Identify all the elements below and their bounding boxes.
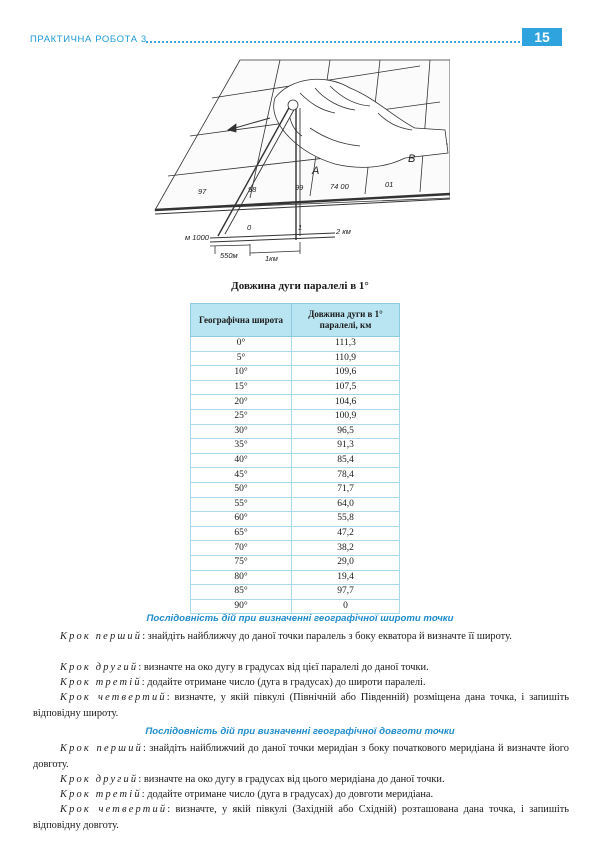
latitude-cell: 80° [191, 570, 292, 585]
longitude-section-title: Послідовність дій при визначенні географічної довготи точки [145, 726, 455, 737]
arc-length-cell: 0 [292, 599, 400, 614]
step-label: Крок четвертий [60, 692, 167, 703]
latitude-cell: 40° [191, 453, 292, 468]
latitude-section-title: Послідовність дій при визначенні географічної широти точки [146, 613, 454, 624]
table-header-row [191, 304, 400, 337]
latitude-cell: 15° [191, 380, 292, 395]
map-label-98: 98 [248, 185, 257, 194]
page-number: 15 [522, 28, 562, 46]
arc-length-cell: 85,4 [292, 453, 400, 468]
table-row [191, 453, 400, 468]
arc-length-cell: 78,4 [292, 468, 400, 483]
step-text: : знайдіть найближчий до даної точки меридіан з боку початкового меридіана й визначте його довготу. [33, 743, 570, 770]
longitude-step-3 [33, 787, 569, 803]
latitude-cell: 30° [191, 424, 292, 439]
table-row [191, 541, 400, 556]
arc-length-cell: 47,2 [292, 526, 400, 541]
compass-measuring-illustration [150, 58, 450, 268]
table-body [191, 337, 400, 614]
table-row [191, 526, 400, 541]
table-row [191, 512, 400, 527]
latitude-cell: 35° [191, 439, 292, 454]
header-dotted-rule [146, 41, 520, 43]
table-row [191, 380, 400, 395]
arc-length-cell: 97,7 [292, 585, 400, 600]
latitude-cell: 45° [191, 468, 292, 483]
step-text: : визначте на око дугу в градусах від цієї паралелі до даної точки. [138, 662, 429, 673]
scale-2km: 2 км [336, 227, 351, 236]
step-label: Крок третій [60, 677, 142, 688]
latitude-cell: 85° [191, 585, 292, 600]
table-row [191, 585, 400, 600]
arc-length-table [190, 303, 400, 614]
latitude-cell: 10° [191, 366, 292, 381]
scale-one: 1 [298, 223, 303, 232]
table-row [191, 482, 400, 497]
latitude-step-1 [33, 629, 569, 645]
latitude-cell: 55° [191, 497, 292, 512]
table-caption: Довжина дуги паралелі в 1° [231, 280, 369, 292]
latitude-cell: 5° [191, 351, 292, 366]
table-row [191, 395, 400, 410]
table-row [191, 570, 400, 585]
step-label: Крок третій [60, 789, 142, 800]
scale-550m: 550м [220, 251, 238, 260]
step-text: : визначте на око дугу в градусах від цього меридіана до даної точки. [138, 774, 445, 785]
table-row [191, 351, 400, 366]
scale-zero: 0 [247, 223, 252, 232]
table-row [191, 497, 400, 512]
arc-length-cell: 104,6 [292, 395, 400, 410]
section-title: ПРАКТИЧНА РОБОТА 3 [30, 34, 147, 45]
longitude-step-2 [33, 772, 569, 788]
table-row [191, 337, 400, 352]
table-row [191, 409, 400, 424]
latitude-step-4 [33, 690, 569, 721]
step-text: : визначте, у якій півкулі (Західній або Східній) розташована дана точка, і запишіть відповідну довготу. [33, 804, 570, 831]
arc-length-cell: 109,6 [292, 366, 400, 381]
scale-1km: 1км [265, 254, 278, 263]
point-b-label: B [408, 153, 416, 165]
step-label: Крок перший [60, 631, 143, 642]
header-arc-length: Довжина дуги в 1° паралелі, км [292, 304, 400, 337]
latitude-cell: 65° [191, 526, 292, 541]
arc-length-cell: 91,3 [292, 439, 400, 454]
latitude-cell: 90° [191, 599, 292, 614]
latitude-step-2 [33, 660, 569, 676]
latitude-cell: 0° [191, 337, 292, 352]
arc-length-cell: 100,9 [292, 409, 400, 424]
arc-length-cell: 110,9 [292, 351, 400, 366]
arc-length-cell: 71,7 [292, 482, 400, 497]
table-row [191, 366, 400, 381]
latitude-cell: 60° [191, 512, 292, 527]
arc-length-cell: 55,8 [292, 512, 400, 527]
longitude-step-4 [33, 802, 569, 833]
arc-length-cell: 38,2 [292, 541, 400, 556]
table-row [191, 599, 400, 614]
step-label: Крок другий [60, 774, 139, 785]
latitude-cell: 75° [191, 555, 292, 570]
table-row [191, 555, 400, 570]
latitude-cell: 70° [191, 541, 292, 556]
header-latitude: Географічна широта [191, 304, 292, 337]
table-row [191, 468, 400, 483]
step-label: Крок другий [60, 662, 139, 673]
arc-length-cell: 29,0 [292, 555, 400, 570]
arc-length-cell: 96,5 [292, 424, 400, 439]
latitude-cell: 20° [191, 395, 292, 410]
map-label-99: 99 [295, 183, 304, 192]
step-label: Крок четвертий [60, 804, 168, 815]
point-a-label: A [312, 165, 320, 177]
arc-length-cell: 64,0 [292, 497, 400, 512]
table-row [191, 424, 400, 439]
arc-length-cell: 111,3 [292, 337, 400, 352]
step-text: : додайте отримане число (дуга в градусах) до широти паралелі. [141, 677, 426, 688]
scale-prefix: м 1000 [185, 233, 209, 242]
page-header [0, 24, 600, 48]
map-label-7400: 74 00 [330, 182, 349, 191]
step-text: : додайте отримане число (дуга в градусах) до довготи меридіана. [141, 789, 434, 800]
arc-length-cell: 107,5 [292, 380, 400, 395]
step-text: : знайдіть найближчу до даної точки паралель з боку екватора й визначте її широту. [142, 631, 512, 642]
step-text: : визначте, у якій півкулі (Північній або Південній) розміщена дана точка, і запишіть відповідну широту. [33, 692, 569, 719]
latitude-cell: 25° [191, 409, 292, 424]
latitude-cell: 50° [191, 482, 292, 497]
map-label-01: 01 [385, 180, 394, 189]
longitude-step-1 [33, 741, 569, 772]
map-label-97: 97 [198, 187, 207, 196]
arc-length-cell: 19,4 [292, 570, 400, 585]
table-row [191, 439, 400, 454]
latitude-step-3 [33, 675, 569, 691]
step-label: Крок перший [60, 743, 143, 754]
